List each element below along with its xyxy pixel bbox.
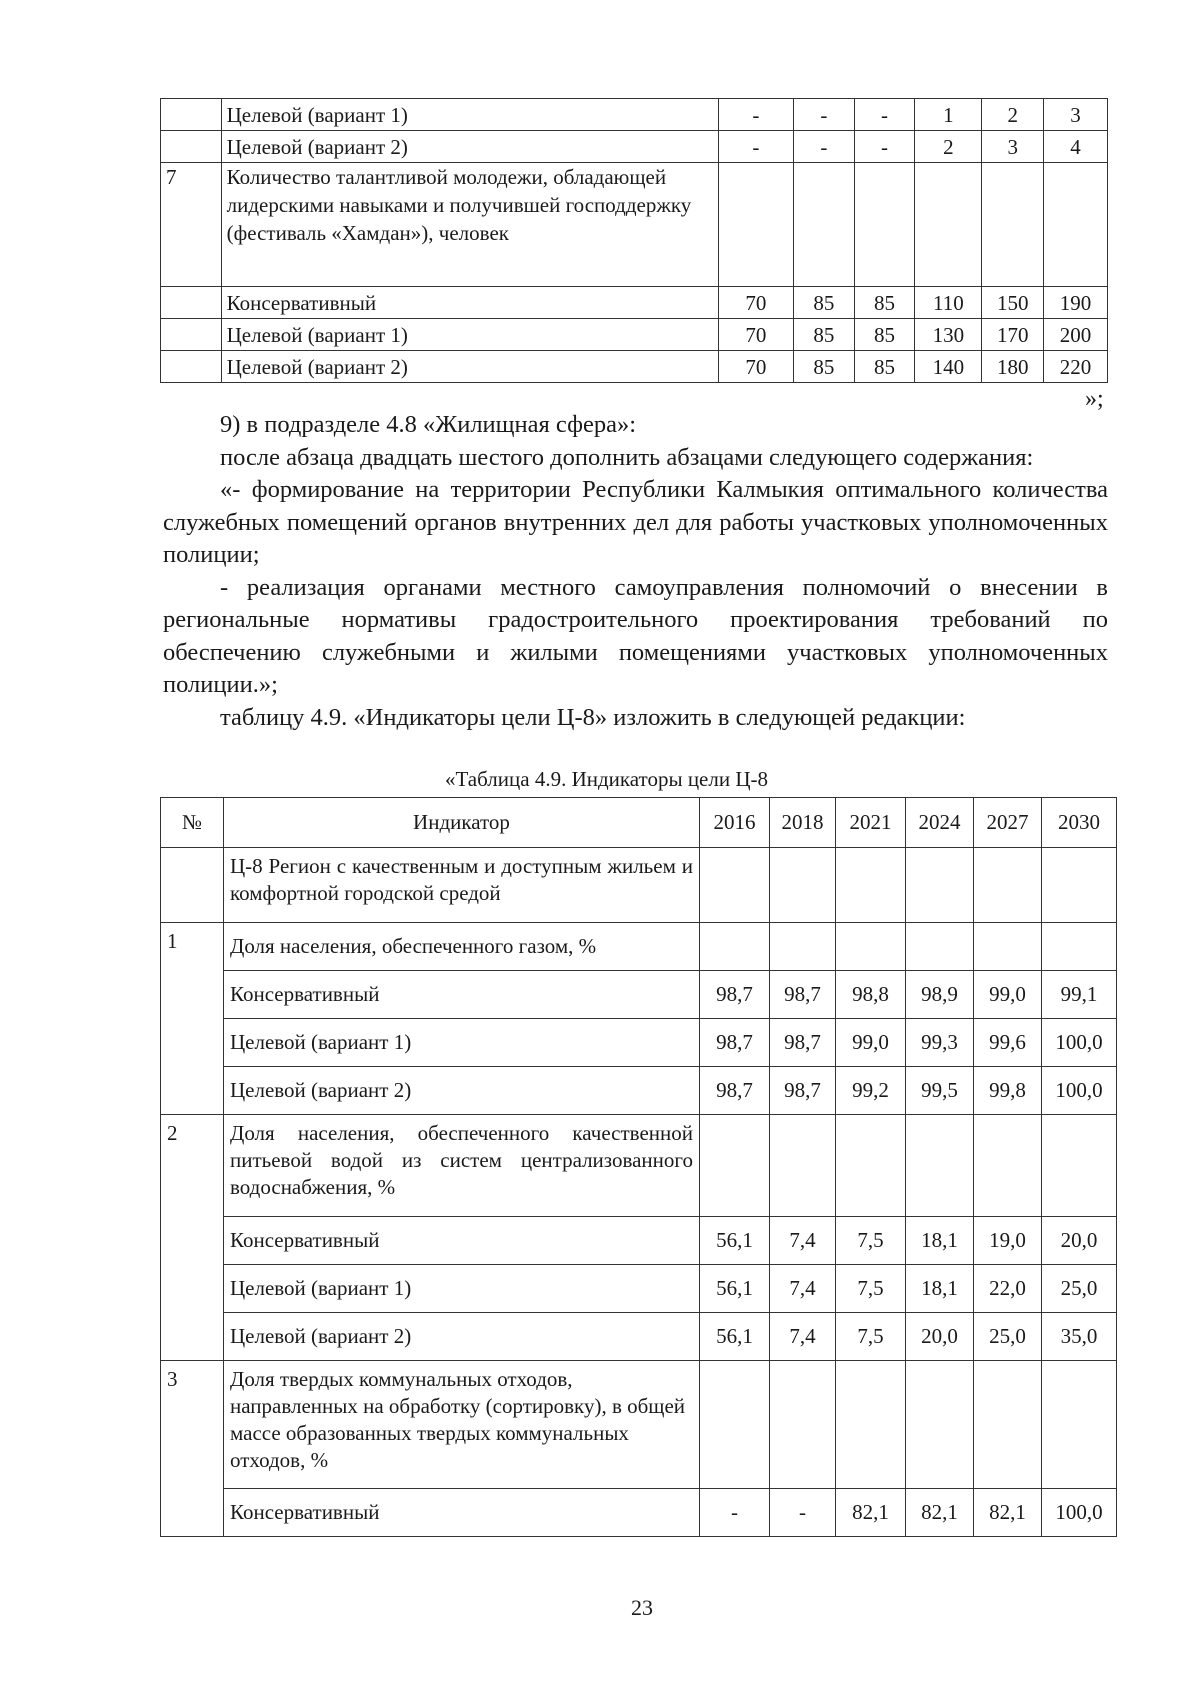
value-cell: 180 [982,351,1044,383]
value-cell: 98,7 [700,1067,770,1115]
value-cell: 82,1 [906,1489,974,1537]
goal-title: Ц-8 Регион с качественным и доступным жильем и комфортной городской средой [224,848,700,923]
value-cell: 140 [915,351,982,383]
table-row [161,1019,1117,1067]
value-cell: 7,5 [836,1313,906,1361]
scenario-label: Целевой (вариант 1) [224,1019,700,1067]
value-cell: 98,9 [906,971,974,1019]
row-number: 7 [161,163,222,287]
indicator-title: Доля твердых коммунальных отходов, направленных на обработку (сортировку), в общей массе образованных твердых коммунальных отходов, % [224,1361,700,1489]
value-cell: 7,5 [836,1217,906,1265]
table-row [161,1115,1117,1217]
row-label: Целевой (вариант 1) [221,319,718,351]
header-row [161,798,1117,848]
scenario-label: Целевой (вариант 2) [224,1313,700,1361]
value-cell: 99,5 [906,1067,974,1115]
table-row [161,1067,1117,1115]
value-cell: 98,8 [836,971,906,1019]
value-cell: - [718,99,794,131]
paragraph: таблицу 4.9. «Индикаторы цели Ц-8» изложить в следующей редакции: [220,703,966,731]
value-cell: - [718,131,794,163]
table-row [161,1265,1117,1313]
value-cell: 99,0 [836,1019,906,1067]
column-header: 2021 [836,798,906,848]
value-cell: 200 [1044,319,1108,351]
value-cell: 2 [982,99,1044,131]
paragraph: после абзаца двадцать шестого дополнить абзацами следующего содержания: [220,443,1034,471]
scenario-label: Консервативный [224,1489,700,1537]
row-number [161,131,222,163]
row-label: Количество талантливой молодежи, обладающей лидерскими навыками и получившей господдержку (фестиваль «Хамдан»), человек [221,163,718,287]
scenario-label: Консервативный [224,1217,700,1265]
table-row [161,1361,1117,1489]
value-cell [854,163,915,287]
value-cell: 56,1 [700,1217,770,1265]
row-number [161,99,222,131]
table-row [161,351,1108,383]
table-row [161,1217,1117,1265]
value-cell: 190 [1044,287,1108,319]
value-cell: 7,4 [770,1265,836,1313]
value-cell: 70 [718,351,794,383]
column-header: 2024 [906,798,974,848]
value-cell: 99,0 [974,971,1042,1019]
row-number [161,287,222,319]
row-label: Консервативный [221,287,718,319]
table-row [161,287,1108,319]
scenario-label: Консервативный [224,971,700,1019]
value-cell: 85 [854,351,915,383]
row-number: 3 [161,1361,224,1537]
value-cell: - [854,131,915,163]
value-cell [982,163,1044,287]
value-cell: 7,4 [770,1313,836,1361]
value-cell: 99,6 [974,1019,1042,1067]
page-number: 23 [631,1595,653,1620]
value-cell: 18,1 [906,1265,974,1313]
value-cell: 82,1 [836,1489,906,1537]
value-cell: - [770,1489,836,1537]
table-row [161,319,1108,351]
value-cell: 82,1 [974,1489,1042,1537]
value-cell: 130 [915,319,982,351]
value-cell: 19,0 [974,1217,1042,1265]
value-cell: - [854,99,915,131]
column-header: 2016 [700,798,770,848]
value-cell: 99,3 [906,1019,974,1067]
value-cell: 150 [982,287,1044,319]
column-header: Индикатор [224,798,700,848]
value-cell [915,163,982,287]
value-cell: 18,1 [906,1217,974,1265]
value-cell: 25,0 [974,1313,1042,1361]
table-row [161,1313,1117,1361]
indicator-title: Доля населения, обеспеченного качественной питьевой водой из систем централизованного водоснабжения, % [224,1115,700,1217]
table-row [161,923,1117,971]
paragraph: «- формирование на территории Республики Калмыкия оптимального количества служебных помещений органов внутренних дел для работы участковых уполномоченных полиции; [163,476,1108,568]
value-cell: 98,7 [770,971,836,1019]
value-cell [1044,163,1108,287]
value-cell: 85 [854,319,915,351]
body-text [163,409,1108,734]
value-cell: 25,0 [1042,1265,1117,1313]
value-cell: 220 [1044,351,1108,383]
row-label: Целевой (вариант 1) [221,99,718,131]
value-cell: 3 [982,131,1044,163]
value-cell: 98,7 [770,1067,836,1115]
value-cell: 35,0 [1042,1313,1117,1361]
scenario-label: Целевой (вариант 2) [224,1067,700,1115]
table-row [161,99,1108,131]
value-cell: 70 [718,287,794,319]
value-cell: 100,0 [1042,1067,1117,1115]
value-cell: 99,1 [1042,971,1117,1019]
value-cell: 3 [1044,99,1108,131]
table-row [161,1489,1117,1537]
table-row [161,848,1117,923]
indicator-table-c8 [160,797,1117,1537]
value-cell: 7,4 [770,1217,836,1265]
value-cell [718,163,794,287]
closing-quote: »; [1085,386,1104,412]
value-cell: 20,0 [906,1313,974,1361]
table-row [161,163,1108,287]
value-cell: 20,0 [1042,1217,1117,1265]
value-cell: 7,5 [836,1265,906,1313]
row-label: Целевой (вариант 2) [221,351,718,383]
value-cell: 22,0 [974,1265,1042,1313]
value-cell [794,163,855,287]
row-number [161,351,222,383]
indicator-table-continued [160,98,1108,383]
value-cell: 99,8 [974,1067,1042,1115]
value-cell: 85 [854,287,915,319]
value-cell: 98,7 [700,971,770,1019]
paragraph: - реализация органами местного самоуправления полномочий о внесении в региональные нормативы градостроительного проектирования требований по обеспечению служебными и жилыми помещениями участковых уполномоченных полиции.»; [163,573,1108,698]
row-number: 1 [161,923,224,1115]
column-header: 2027 [974,798,1042,848]
value-cell: 56,1 [700,1265,770,1313]
value-cell: 70 [718,319,794,351]
value-cell: 100,0 [1042,1019,1117,1067]
value-cell: 170 [982,319,1044,351]
row-number [161,319,222,351]
value-cell: 2 [915,131,982,163]
table-row [161,971,1117,1019]
row-number: 2 [161,1115,224,1361]
table-caption: «Таблица 4.9. Индикаторы цели Ц-8 [445,767,768,791]
row-label: Целевой (вариант 2) [221,131,718,163]
column-header: № [161,798,224,848]
value-cell: 85 [794,351,855,383]
table-row [161,131,1108,163]
column-header: 2030 [1042,798,1117,848]
value-cell: 85 [794,287,855,319]
column-header: 2018 [770,798,836,848]
scenario-label: Целевой (вариант 1) [224,1265,700,1313]
value-cell: - [794,99,855,131]
indicator-title: Доля населения, обеспеченного газом, % [224,923,700,971]
value-cell: 98,7 [700,1019,770,1067]
value-cell: 85 [794,319,855,351]
value-cell: 4 [1044,131,1108,163]
paragraph: 9) в подразделе 4.8 «Жилищная сфера»: [220,411,637,438]
value-cell: 56,1 [700,1313,770,1361]
value-cell: 100,0 [1042,1489,1117,1537]
value-cell: - [700,1489,770,1537]
value-cell: 99,2 [836,1067,906,1115]
value-cell: 98,7 [770,1019,836,1067]
value-cell: 1 [915,99,982,131]
value-cell: - [794,131,855,163]
value-cell: 110 [915,287,982,319]
